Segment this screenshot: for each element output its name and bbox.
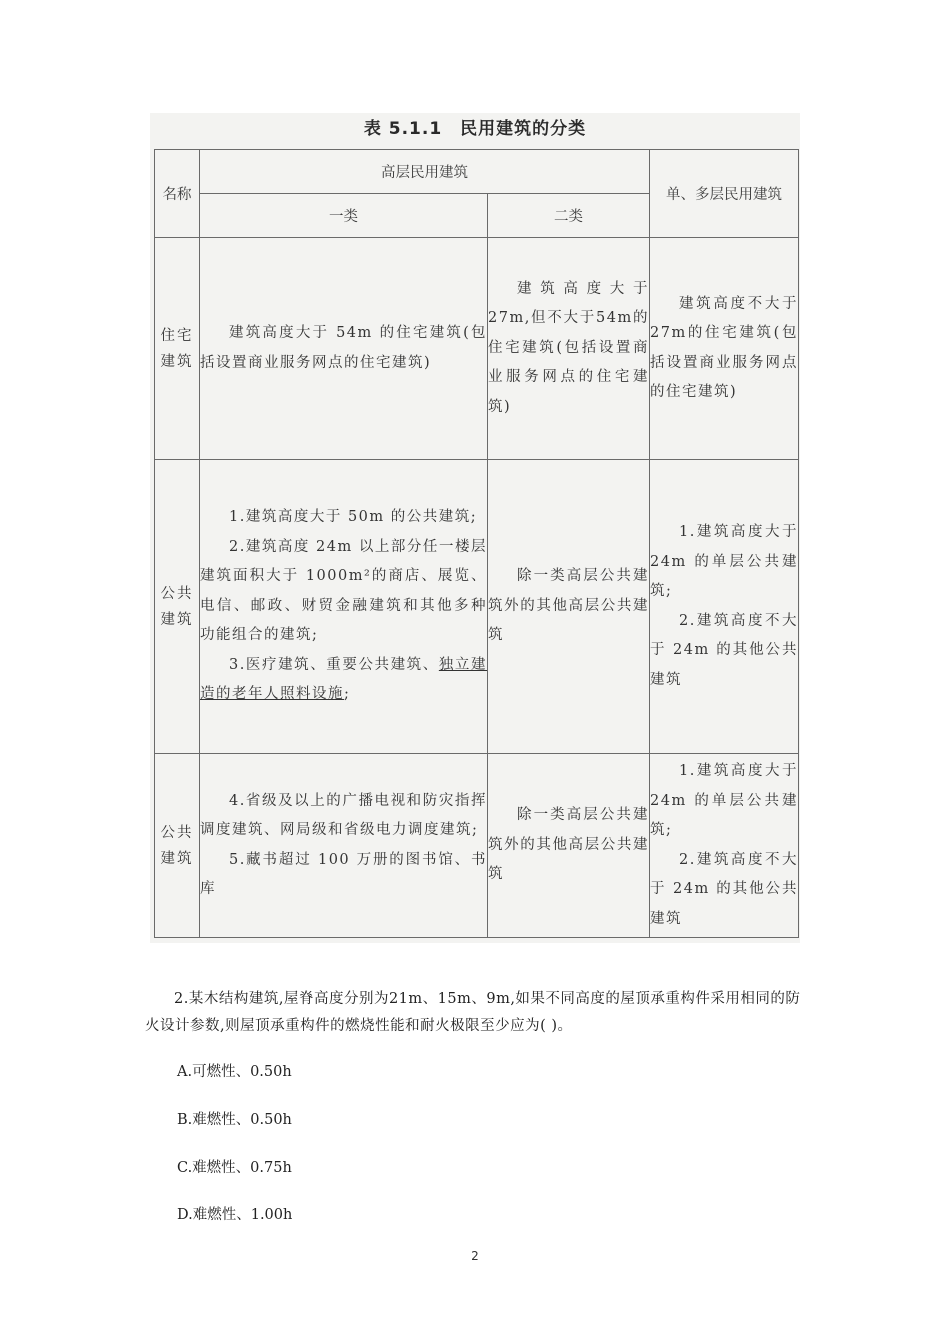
row-name-public-1 [155,460,200,754]
table-title: 表 5.1.1 民用建筑的分类 [363,119,587,139]
option-a[interactable]: A.可燃性、0.50h [177,1064,292,1080]
row-name-line: 公共 [160,585,194,602]
row-name-residential [155,238,200,460]
cell-text: 建筑高度大于27m,但不大于54m的住宅建筑(包括设置商业服务网点的住宅建筑) [488,280,649,415]
list-item: 2.建筑高度 24m 以上部分任一楼层建筑面积大于 1000m²的商店、展览、电信、邮政、财贸金融建筑和其他多种功能组合的建筑; [200,538,487,644]
page-number: 2 [471,1249,479,1263]
table-row [155,460,799,754]
question-stem: 2.某木结构建筑,屋脊高度分别为21m、15m、9m,如果不同高度的屋顶承重构件采用相同的防火设计参数,则屋顶承重构件的燃烧性能和耐火极限至少应为( )。 [145,991,801,1034]
row-name-line: 住宅 [160,327,194,344]
item-text: 3.医疗建筑、重要公共建筑、 [229,656,439,673]
header-high-rise: 高层民用建筑 [200,150,650,194]
list-item: 1.建筑高度大于 24m 的单层公共建筑; [650,763,798,838]
list-item: 2.建筑高度不大于 24m 的其他公共建筑 [650,851,798,927]
list-item: 5.藏书超过 100 万册的图书馆、书库 [200,851,487,897]
header-class1: 一类 [200,194,488,238]
cell-text: 建筑高度不大于27m的住宅建筑(包括设置商业服务网点的住宅建筑) [650,295,798,400]
header-low-rise: 单、多层民用建筑 [650,150,799,238]
option-c[interactable]: C.难燃性、0.75h [177,1160,292,1176]
list-item: 1.建筑高度大于 24m 的单层公共建筑; [650,524,798,599]
table-row [155,754,799,938]
option-b[interactable]: B.难燃性、0.50h [177,1112,292,1128]
list-item: 4.省级及以上的广播电视和防灾指挥调度建筑、网局级和省级电力调度建筑; [200,792,487,838]
building-classification-table [154,149,799,938]
row-name-line: 建筑 [160,850,194,867]
header-name [155,150,200,238]
cell-public1-class2 [488,460,650,754]
option-d[interactable]: D.难燃性、1.00h [177,1207,293,1223]
row-name-line: 建筑 [160,611,194,628]
header-class2: 二类 [488,194,650,238]
header-name-text: 名称 [162,187,192,203]
list-item: 2.建筑高度不大于 24m 的其他公共建筑 [650,612,798,688]
cell-public2-class1 [200,754,488,938]
cell-public2-class2 [488,754,650,938]
cell-text: 除一类高层公共建筑外的其他高层公共建筑 [488,807,649,883]
cell-residential-class2 [488,238,650,460]
cell-text: 建筑高度大于 54m 的住宅建筑(包括设置商业服务网点的住宅建筑) [200,325,487,371]
item-text: ; [344,686,351,703]
cell-residential-class1 [200,238,488,460]
row-name-line: 公共 [160,824,194,841]
underlined-text: 独立建造的老年人照料设施 [200,656,487,703]
list-item: 1.建筑高度大于 50m 的公共建筑; [229,509,478,526]
cell-public2-low-rise [650,754,799,938]
row-name-public-2 [155,754,200,938]
cell-public1-low-rise [650,460,799,754]
row-name-line: 建筑 [160,353,194,370]
cell-text: 除一类高层公共建筑外的其他高层公共建筑 [488,568,649,644]
list-item [200,651,487,710]
table-row [155,238,799,460]
cell-public1-class1 [200,460,488,754]
cell-residential-low-rise [650,238,799,460]
